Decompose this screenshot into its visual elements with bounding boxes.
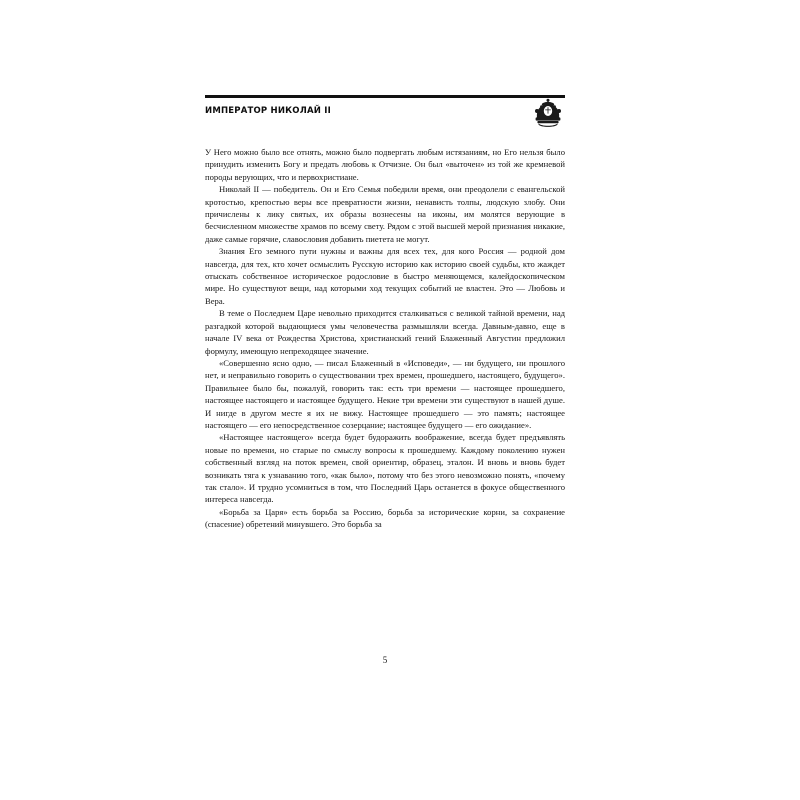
paragraph: В теме о Последнем Царе невольно приходится сталкиваться с великой тайной времени, над разгадкой которой выдающиеся умы человечества размышляли всегда. Давным-давно, еще в начале IV века от Рождества Христова, христианский гений Блаженный Августин предложил формулу, имеющую непреходящее значение. [205,308,565,356]
paragraph: У Него можно было все отнять, можно было подвергать любым истязаниям, но Его нельзя было принудить изменить Богу и предать любовь к Отчизне. Он был «выточен» из той же кремневой породы верующих, что и первохристиане. [205,147,565,182]
book-page-sheet [205,95,565,695]
paragraph: «Борьба за Царя» есть борьба за Россию, борьба за исторические корни, за сохранение (спасение) обретений минувшего. Это борьба за [205,506,565,530]
paragraph: Знания Его земного пути нужны и важны для всех тех, для кого Россия — родной дом навсегда, для тех, кто хочет осмыслить Русскую историю как историю своей судьбы, кто жаждет отыскать собственное историческое родословие в быстро меняющемся, калейдоскопическом мире. Но существуют вещи, над которыми ход текущих событий не властен. Это — Любовь и Вера. [205,246,565,306]
paragraph: Николай II — победитель. Он и Его Семья победили время, они преодолели с евангельской кротостью, крепостью веры все превратности жизни, ненависть толпы, людскую злобу. Они причислены к лику святых, их образы вознесены на иконы, им молятся верующие в бесчисленном множестве храмов по всему свету. Рядом с этой высшей мерой признания никакие, даже самые горячие, славословия добавить пиетета не могут. [205,184,565,244]
imperial-crown-icon [531,98,565,128]
body-text [205,146,565,531]
page-header [205,95,565,136]
paragraph: «Совершенно ясно одно, — писал Блаженный в «Исповеди», — ни будущего, ни прошлого нет, и неправильно говорить о существовании трех времен, прошедшего, настоящего, будущего». Правильнее было бы, пожалуй, говорить так: есть три времени — настоящее прошедшего, настоящее настоящего и настоящее будущего. Некие три времени эти существуют в нашей душе. И нигде в другом месте я их не вижу. Настоящее прошедшего — это память; настоящее настоящего — его непосредственное созерцание; настоящее будущего — его ожидание». [205,357,565,430]
paragraph: «Настоящее настоящего» всегда будет будоражить воображение, всегда будет предъявлять новые по времени, но старые по смыслу вопросы к прошедшему. Каждому поколению нужен собственный взгляд на поток времен, свой ориентир, образец, эталон. И вновь и вновь будет возникать тяга к узнаванию того, «как было», потому что без этого невозможно понять, «почему так стало». И трудно усомниться в том, что Последний Царь останется в фокусе общественного интереса навсегда. [205,432,565,505]
running-title: ИМПЕРАТОР НИКОЛАЙ II [205,106,331,116]
page-number: 5 [382,655,388,665]
